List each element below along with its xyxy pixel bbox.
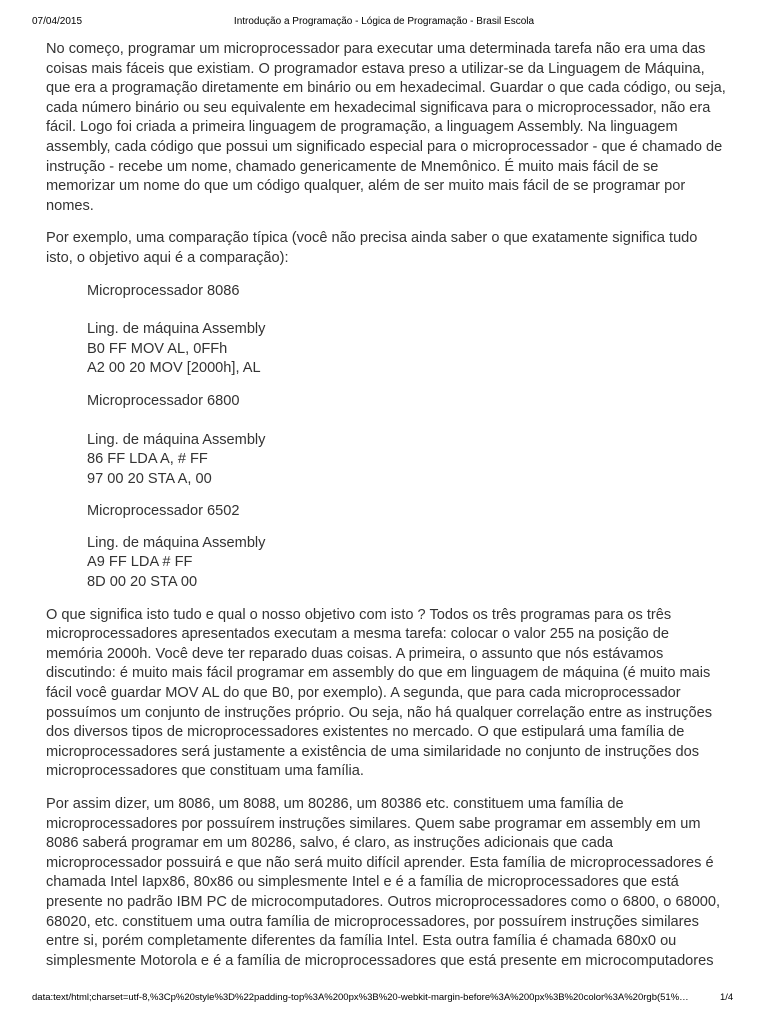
example-header: Ling. de máquina Assembly [87, 534, 266, 551]
example-header: Ling. de máquina Assembly [87, 431, 266, 448]
paragraph-intro: No começo, programar um microprocessador para executar uma determinada tarefa não era uma das coisas mais fáceis que existiam. O programador estava preso a utilizar-se da Linguagem de Máquina, que era a programação diretamente em binário ou em hexadecimal. Guardar o que cada código, ou seja, cada número binário ou seu equivalente em hexadecimal significava para o microprocessador, não era fácil. Logo foi criada a primeira linguagem de programação, a linguagem Assembly. Na linguagem assembly, cada código que possui um significado especial para o microprocessador - que é chamado de instrução - recebe um nome, chamado genericamente de Mnemônico. É muito mais fácil de se memorizar um nome do que um código qualquer, além de ser muito mais fácil de se programar por nomes. [46, 41, 726, 214]
example-code-line: A9 FF LDA # FF [87, 554, 193, 571]
source-url: data:text/html;charset=utf-8,%3Cp%20style%3D%22padding-top%3A%200px%3B%20-webkit-margin-before%3A%200px%3B%20color%3A%20rgb(51%… [32, 992, 689, 1003]
example-code-line: A2 00 20 MOV [2000h], AL [87, 360, 261, 377]
page-title: Introdução a Programação - Lógica de Programação - Brasil Escola [233, 16, 535, 27]
print-footer [0, 992, 768, 1006]
page-number: 1/4 [720, 992, 734, 1003]
paragraph-explanation: O que significa isto tudo e qual o nosso objetivo com isto ? Todos os três programas para os três microprocessadores apresentados executam a mesma tarefa: colocar o valor 255 na posição de memória 2000h. Você deve ter reparado duas coisas. A primeira, o assunto que nós estávamos discutindo: é muito mais fácil programar em assembly do que em linguagem de máquina (é muito mais fácil você guardar MOV AL do que B0, por exemplo). A segunda, que para cada microprocessador possuímos um conjunto de instruções próprio. Ou seja, não há qualquer correlação entre as instruções dos diversos tipos de microprocessadores existentes no mercado. O que estipulará uma família de microprocessadores será justamente a existência de uma similaridade no conjunto de instruções dos microprocessadores que constituam uma família. [46, 606, 713, 780]
example-8086 [87, 282, 726, 379]
example-processor: Microprocessador 6502 [87, 503, 240, 520]
paragraph-families: Por assim dizer, um 8086, um 8088, um 80286, um 80386 etc. constituem uma família de microprocessadores por possuírem instruções similares. Quem sabe programar em assembly em um 8086 saberá programar em um 80286, salvo, é claro, as instruções adicionais que cada microprocessador possuirá e que não será muito difícil aprender. Esta família de microprocessadores é chamada Intel Iapx86, 80x86 ou simplesmente Intel e é a família de microprocessadores que está presente no padrão IBM PC de microcomputadores. Outros microprocessadores como o 6800, o 68000, 68020, etc. constituem uma outra família de microprocessadores, por possuírem instruções similares entre si, porém completamente diferentes da família Intel. Esta outra família é chamada 680x0 ou simplesmente Motorola e é a família de microprocessadores que está presente em microcomputadores [46, 796, 721, 969]
example-6502 [87, 502, 726, 592]
example-code-line: 8D 00 20 STA 00 [87, 574, 198, 591]
example-processor: Microprocessador 6800 [87, 392, 240, 409]
example-header: Ling. de máquina Assembly [87, 321, 266, 338]
example-code-line: 86 FF LDA A, # FF [87, 451, 208, 468]
article-body [46, 40, 726, 984]
example-processor: Microprocessador 8086 [87, 282, 240, 299]
example-6800 [87, 392, 726, 489]
example-code-line: B0 FF MOV AL, 0FFh [87, 340, 228, 357]
paragraph-example-intro: Por exemplo, uma comparação típica (você não precisa ainda saber o que exatamente significa tudo isto, o objetivo aqui é a comparação): [46, 230, 698, 266]
print-date: 07/04/2015 [32, 16, 83, 27]
example-code-line: 97 00 20 STA A, 00 [87, 470, 212, 487]
print-header [0, 16, 768, 30]
